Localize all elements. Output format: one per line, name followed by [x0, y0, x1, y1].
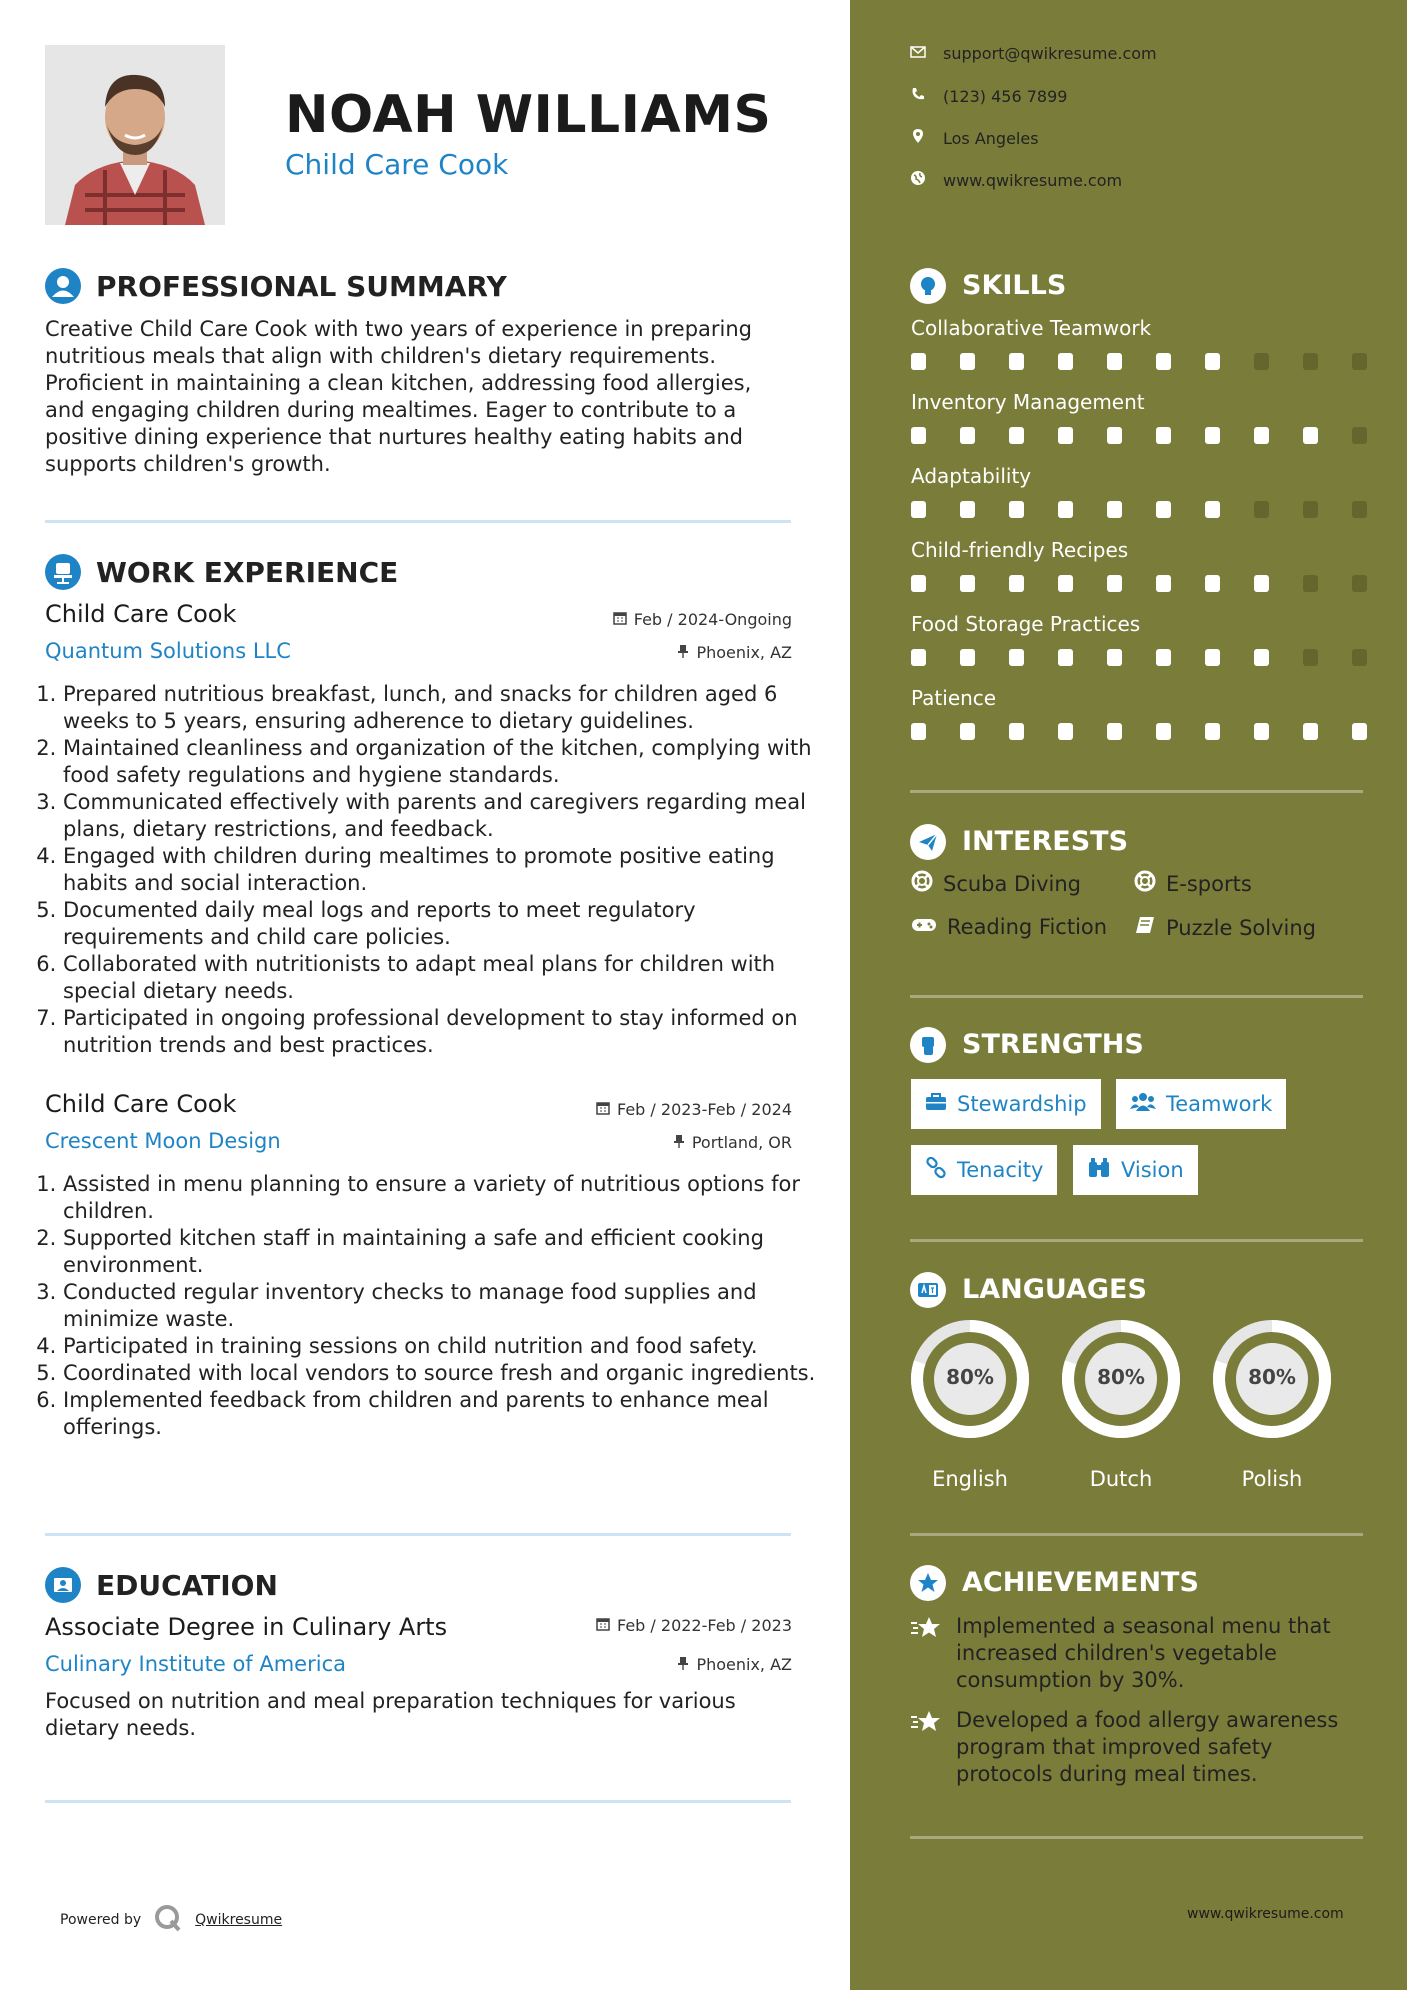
divider — [910, 790, 1363, 793]
skill-dot-filled — [1205, 353, 1220, 370]
company-name: Quantum Solutions LLC — [45, 639, 291, 663]
book-icon — [1134, 915, 1156, 940]
binoculars-icon — [1087, 1158, 1111, 1183]
list-item: 3. Communicated effectively with parents and caregivers regarding meal plans, dietary restrictions, and feedback. — [63, 789, 823, 843]
contact-email: support@qwikresume.com — [910, 44, 1157, 63]
experience-heading: WORK EXPERIENCE — [96, 556, 399, 589]
list-item: 6. Collaborated with nutritionists to adapt meal plans for children with special dietary needs. — [63, 951, 823, 1005]
skill-rating — [911, 501, 1366, 519]
skill-dot-filled — [1254, 427, 1269, 444]
interest-item: Reading Fiction — [911, 915, 1107, 939]
list-item: 1. Assisted in menu planning to ensure a variety of nutritious options for children. — [63, 1171, 823, 1225]
skill-dot-filled — [911, 353, 926, 370]
divider — [910, 1836, 1363, 1839]
map-marker-icon — [910, 128, 926, 148]
skill-dot-filled — [1107, 501, 1122, 518]
pin-icon — [677, 1655, 689, 1674]
skill-dot-filled — [1107, 649, 1122, 666]
education-date: Feb / 2022-Feb / 2023 — [596, 1616, 792, 1635]
skill-dot-filled — [960, 427, 975, 444]
skill-dot-filled — [1156, 427, 1171, 444]
contact-website: www.qwikresume.com — [910, 170, 1122, 190]
language-percent: 80% — [1248, 1365, 1296, 1389]
skill-dot-filled — [1009, 649, 1024, 666]
calendar-icon — [596, 1616, 610, 1635]
divider — [910, 995, 1363, 998]
list-item: 2. Maintained cleanliness and organization of the kitchen, complying with food safety regulations and hygiene standards. — [63, 735, 823, 789]
life-ring-icon — [911, 870, 933, 897]
degree: Associate Degree in Culinary Arts — [45, 1613, 448, 1641]
skill-name: Child-friendly Recipes — [911, 538, 1129, 562]
candidate-name: NOAH WILLIAMS — [285, 85, 772, 145]
education-heading: EDUCATION — [96, 1569, 278, 1602]
briefcase-chair-icon — [45, 554, 81, 590]
achievements-heading: ACHIEVEMENTS — [962, 1567, 1199, 1598]
education-description: Focused on nutrition and meal preparation techniques for various dietary needs. — [45, 1689, 736, 1740]
skill-dot-filled — [1254, 575, 1269, 592]
skill-dot-filled — [1156, 649, 1171, 666]
skill-dot-filled — [1254, 723, 1269, 740]
divider — [910, 1239, 1363, 1242]
skill-rating — [911, 353, 1366, 371]
link-icon — [925, 1157, 947, 1184]
strength-chip: Vision — [1073, 1145, 1198, 1195]
skill-dot-filled — [1107, 353, 1122, 370]
calendar-icon — [596, 1100, 610, 1119]
qwikresume-logo-icon — [153, 1903, 183, 1937]
strength-chip: Teamwork — [1116, 1079, 1286, 1129]
language-name: English — [932, 1467, 1008, 1491]
skill-name: Collaborative Teamwork — [911, 316, 1152, 340]
divider — [45, 1800, 791, 1803]
skill-dot-filled — [1058, 353, 1073, 370]
skill-dot-filled — [1058, 427, 1073, 444]
calendar-icon — [613, 610, 627, 629]
skill-dot-filled — [1303, 427, 1318, 444]
skill-dot-filled — [1009, 501, 1024, 518]
language-item — [1210, 1317, 1334, 1491]
skill-dot-empty — [1352, 649, 1367, 666]
skill-dot-filled — [1205, 501, 1220, 518]
interests-heading: INTERESTS — [962, 826, 1129, 857]
skill-dot-filled — [1058, 575, 1073, 592]
skill-dot-filled — [1303, 723, 1318, 740]
skill-dot-filled — [1156, 353, 1171, 370]
skill-dot-filled — [1107, 723, 1122, 740]
skill-dot-filled — [960, 501, 975, 518]
job-date: Feb / 2023-Feb / 2024 — [596, 1100, 792, 1119]
shooting-star-icon — [910, 1615, 942, 1648]
language-percent: 80% — [1097, 1365, 1145, 1389]
list-item: 4. Participated in training sessions on child nutrition and food safety. — [63, 1333, 823, 1360]
education-location: Phoenix, AZ — [677, 1655, 792, 1674]
profile-photo — [45, 45, 225, 225]
lightbulb-icon — [910, 268, 946, 304]
skill-dot-empty — [1352, 575, 1367, 592]
skill-dot-filled — [1156, 575, 1171, 592]
skill-dot-filled — [960, 575, 975, 592]
footer-website[interactable]: www.qwikresume.com — [1187, 1906, 1344, 1922]
candidate-title: Child Care Cook — [285, 148, 509, 181]
life-ring-icon — [1134, 870, 1156, 897]
interest-item: Scuba Diving — [911, 870, 1081, 897]
shooting-star-icon — [910, 1709, 942, 1742]
list-item: 5. Coordinated with local vendors to source fresh and organic ingredients. — [63, 1360, 823, 1387]
skill-dot-empty — [1303, 501, 1318, 518]
language-name: Polish — [1241, 1467, 1303, 1491]
skill-dot-filled — [960, 723, 975, 740]
skill-dot-empty — [1352, 427, 1367, 444]
globe-icon — [910, 170, 926, 190]
skill-dot-filled — [911, 575, 926, 592]
skill-dot-filled — [1009, 427, 1024, 444]
divider — [45, 1533, 791, 1536]
strengths-heading: STRENGTHS — [962, 1029, 1144, 1060]
skill-dot-filled — [1156, 501, 1171, 518]
skill-name: Inventory Management — [911, 390, 1145, 414]
job-responsibilities — [40, 681, 823, 1059]
list-item: 1. Prepared nutritious breakfast, lunch, and snacks for children aged 6 weeks to 5 years, ensuring adherence to dietary guidelines. — [63, 681, 823, 735]
divider — [45, 520, 791, 523]
interest-item: Puzzle Solving — [1134, 915, 1316, 940]
qwikresume-link[interactable]: Qwikresume — [195, 1912, 283, 1928]
skill-rating — [911, 427, 1366, 445]
skills-heading: SKILLS — [962, 270, 1067, 301]
skill-dot-filled — [911, 649, 926, 666]
users-icon — [1130, 1092, 1156, 1117]
skill-dot-filled — [1058, 723, 1073, 740]
paper-plane-icon — [910, 824, 946, 860]
envelope-icon — [910, 44, 926, 63]
powered-by: Powered by Qwikresume — [60, 1903, 282, 1937]
skill-name: Adaptability — [911, 464, 1032, 488]
achievement-item: Implemented a seasonal menu that increased children's vegetable consumption by 30%. — [910, 1613, 1350, 1694]
list-item: 2. Supported kitchen staff in maintaining a safe and efficient cooking environment. — [63, 1225, 823, 1279]
skill-dot-filled — [1205, 649, 1220, 666]
skill-dot-filled — [911, 501, 926, 518]
languages-heading: LANGUAGES — [962, 1274, 1147, 1305]
skill-dot-filled — [911, 427, 926, 444]
list-item: 4. Engaged with children during mealtimes to promote positive eating habits and social interaction. — [63, 843, 823, 897]
skill-dot-filled — [1352, 723, 1367, 740]
pin-icon — [673, 1133, 685, 1152]
skill-dot-filled — [1205, 427, 1220, 444]
skill-dot-filled — [1058, 649, 1073, 666]
skill-name: Patience — [911, 686, 997, 710]
strength-chip: Tenacity — [911, 1145, 1057, 1195]
strength-chip: Stewardship — [911, 1079, 1101, 1129]
skill-rating — [911, 575, 1366, 593]
phone-icon — [910, 86, 926, 106]
school-name: Culinary Institute of America — [45, 1652, 346, 1676]
list-item: 3. Conducted regular inventory checks to manage food supplies and minimize waste. — [63, 1279, 823, 1333]
skill-name: Food Storage Practices — [911, 612, 1141, 636]
achievement-item: Developed a food allergy awareness program that improved safety protocols during meal times. — [910, 1707, 1350, 1788]
job-location: Portland, OR — [673, 1133, 792, 1152]
job-title: Child Care Cook — [45, 1090, 237, 1118]
gamepad-icon — [911, 915, 937, 939]
list-item: 7. Participated in ongoing professional development to stay informed on nutrition trends and best practices. — [63, 1005, 823, 1059]
skill-dot-empty — [1303, 649, 1318, 666]
language-item — [1059, 1317, 1183, 1491]
job-title: Child Care Cook — [45, 600, 237, 628]
skill-dot-empty — [1254, 353, 1269, 370]
language-name: Dutch — [1089, 1467, 1153, 1491]
contact-location: Los Angeles — [910, 128, 1039, 148]
skill-rating — [911, 723, 1366, 741]
skill-dot-filled — [960, 353, 975, 370]
interest-item: E-sports — [1134, 870, 1252, 897]
skill-dot-filled — [1009, 723, 1024, 740]
skill-dot-filled — [1107, 427, 1122, 444]
graduation-icon — [45, 1567, 81, 1603]
skill-dot-filled — [1205, 723, 1220, 740]
user-icon — [45, 268, 81, 304]
summary-heading: PROFESSIONAL SUMMARY — [96, 270, 507, 303]
list-item: 6. Implemented feedback from children and parents to enhance meal offerings. — [63, 1387, 823, 1441]
language-percent: 80% — [946, 1365, 994, 1389]
pin-icon — [677, 643, 689, 662]
skill-dot-filled — [1009, 353, 1024, 370]
language-item — [908, 1317, 1032, 1491]
job-date: Feb / 2024-Ongoing — [613, 610, 792, 629]
skill-dot-empty — [1303, 353, 1318, 370]
skill-dot-filled — [1254, 649, 1269, 666]
skill-rating — [911, 649, 1366, 667]
skill-dot-filled — [1156, 723, 1171, 740]
skill-dot-empty — [1254, 501, 1269, 518]
list-item: 5. Documented daily meal logs and reports to meet regulatory requirements and child care policies. — [63, 897, 823, 951]
skill-dot-filled — [1058, 501, 1073, 518]
skill-dot-empty — [1352, 501, 1367, 518]
summary-text: Creative Child Care Cook with two years of experience in preparing nutritious meals that align with children's dietary requirements. Proficient in maintaining a clean kitchen, addressing food allergies, and engaging children during mealtimes. Eager to contribute to a positive dining experience that nurtures healthy eating habits and supports children's growth. — [45, 317, 753, 476]
skill-dot-filled — [1205, 575, 1220, 592]
skill-dot-empty — [1352, 353, 1367, 370]
briefcase-icon — [925, 1092, 947, 1116]
divider — [910, 1533, 1363, 1536]
job-location: Phoenix, AZ — [677, 643, 792, 662]
skill-dot-empty — [1303, 575, 1318, 592]
star-badge-icon — [910, 1565, 946, 1601]
job-responsibilities — [40, 1171, 823, 1441]
contact-phone: (123) 456 7899 — [910, 86, 1067, 106]
skill-dot-filled — [960, 649, 975, 666]
language-icon — [910, 1272, 946, 1308]
fist-icon — [910, 1027, 946, 1063]
company-name: Crescent Moon Design — [45, 1129, 281, 1153]
skill-dot-filled — [911, 723, 926, 740]
skill-dot-filled — [1009, 575, 1024, 592]
skill-dot-filled — [1107, 575, 1122, 592]
